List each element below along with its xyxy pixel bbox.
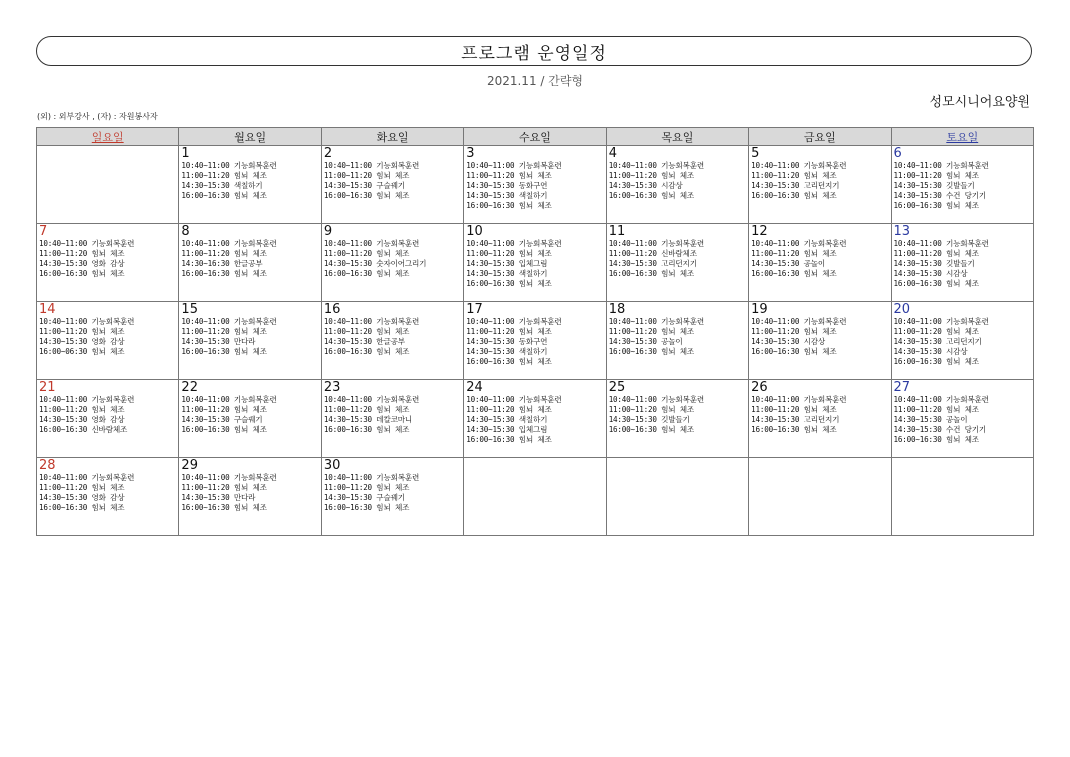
schedule-entry: 14:30~15:30 깃발들기	[893, 259, 975, 268]
day-number: 30	[323, 458, 341, 473]
schedule-entry: 16:00~16:30 힘뇌 체조	[181, 191, 267, 200]
day-number: 7	[39, 224, 48, 239]
weekday-header-thu: 목요일	[606, 128, 748, 146]
schedule-entry: 16:00~16:30 힘뇌 체조	[323, 503, 410, 512]
schedule-entry: 11:00~11:20 힘뇌 체조	[181, 171, 267, 180]
schedule-entry: 16:00~16:30 힘뇌 체조	[751, 425, 837, 434]
weekday-header-sat: 토요일	[891, 128, 1033, 146]
day-cell	[37, 302, 179, 380]
day-cell	[179, 224, 321, 302]
schedule-entry: 14:30~15:30 구슬꿰기	[323, 181, 405, 190]
calendar-table	[36, 127, 1034, 536]
organization-name: 성모시니어요양원	[929, 95, 1030, 110]
schedule-entry: 14:30~15:30 고리던지기	[751, 415, 840, 424]
schedule-entry: 16:00~16:30 힘뇌 체조	[608, 191, 695, 200]
schedule-entry: 16:00~16:30 힘뇌 체조	[893, 435, 979, 444]
day-cell	[606, 458, 748, 536]
schedule-entry: 16:00~16:30 힘뇌 체조	[466, 201, 552, 210]
week-row	[37, 380, 1034, 458]
schedule-entry: 16:00~16:30 힘뇌 체조	[466, 357, 552, 366]
schedule-entry: 10:40~11:00 기능회복훈련	[39, 239, 135, 248]
schedule-entry: 16:00~16:30 힘뇌 체조	[466, 279, 552, 288]
schedule-entry: 14:30~15:30 입체그림	[466, 259, 548, 268]
day-number: 28	[39, 458, 56, 473]
schedule-entry: 10:40~11:00 기능회복훈련	[751, 395, 847, 404]
day-cell	[606, 224, 748, 302]
day-cell	[606, 380, 748, 458]
schedule-entry: 16:00~16:30 힘뇌 체조	[39, 269, 125, 278]
day-cell	[891, 458, 1033, 536]
schedule-entry: 10:40~11:00 기능회복훈련	[893, 161, 989, 170]
schedule-entry: 10:40~11:00 기능회복훈련	[608, 317, 704, 326]
schedule-entry: 14:30~16:30 한글공부	[181, 259, 263, 268]
schedule-entry: 16:00~16:30 힘뇌 체조	[181, 503, 267, 512]
schedule-entry: 14:30~15:30 시감상	[893, 269, 968, 278]
schedule-entry: 14:30~15:30 색칠하기	[181, 181, 263, 190]
schedule-entry: 14:30~15:30 구슬꿰기	[181, 415, 263, 424]
schedule-entry: 11:00~11:20 힘뇌 체조	[323, 249, 410, 258]
schedule-entry: 10:40~11:00 기능회복훈련	[323, 395, 420, 404]
schedule-entry: 10:40~11:00 기능회복훈련	[323, 473, 420, 482]
day-number: 2	[323, 146, 333, 161]
schedule-entry: 11:00~11:20 힘뇌 체조	[751, 405, 837, 414]
schedule-entry: 10:40~11:00 기능회복훈련	[323, 161, 420, 170]
schedule-entry: 11:00~11:20 힘뇌 체조	[323, 483, 410, 492]
day-number: 23	[323, 380, 341, 395]
day-cell	[37, 458, 179, 536]
schedule-entry: 14:30~15:30 깃발들기	[608, 415, 690, 424]
schedule-entry: 16:00~16:30 힘뇌 체조	[323, 269, 410, 278]
schedule-entry: 14:30~15:30 시감상	[893, 347, 968, 356]
day-number: 3	[466, 146, 475, 161]
day-number: 19	[751, 302, 768, 317]
schedule-entry: 14:30~15:30 수건 당기기	[893, 191, 987, 200]
weekday-header-sun: 일요일	[37, 128, 179, 146]
schedule-entry: 16:00~16:30 힘뇌 체조	[181, 425, 267, 434]
schedule-entry: 14:30~15:30 동화구연	[466, 337, 548, 346]
week-row	[37, 224, 1034, 302]
schedule-entry: 14:30~15:30 데칼코마니	[323, 415, 412, 424]
weekday-header-row	[37, 128, 1034, 146]
schedule-entry: 10:40~11:00 기능회복훈련	[466, 317, 562, 326]
schedule-entry: 10:40~11:00 기능회복훈련	[181, 395, 277, 404]
schedule-entry: 11:00~11:20 힘뇌 체조	[751, 249, 837, 258]
day-cell	[321, 146, 463, 224]
schedule-entry: 11:00~11:20 신바람체조	[608, 249, 697, 258]
schedule-entry: 11:00~11:20 힘뇌 체조	[893, 405, 979, 414]
day-number: 4	[608, 146, 617, 161]
day-number: 26	[751, 380, 768, 395]
schedule-entry: 10:40~11:00 기능회복훈련	[466, 395, 562, 404]
calendar-body	[37, 146, 1034, 536]
schedule-entry: 16:00~16:30 힘뇌 체조	[608, 425, 695, 434]
schedule-entry: 14:30~15:30 깃발들기	[893, 181, 975, 190]
schedule-entry: 11:00~11:20 힘뇌 체조	[39, 249, 125, 258]
day-cell	[606, 146, 748, 224]
day-number: 21	[39, 380, 56, 395]
day-number: 22	[181, 380, 198, 395]
schedule-entry: 11:00~11:20 힘뇌 체조	[39, 483, 125, 492]
day-cell	[37, 146, 179, 224]
schedule-entry: 14:30~15:30 고리던지기	[751, 181, 840, 190]
schedule-entry: 16:00~16:30 힘뇌 체조	[323, 347, 410, 356]
schedule-entry: 16:00~16:30 힘뇌 체조	[181, 269, 267, 278]
schedule-entry: 16:00~16:30 힘뇌 체조	[751, 191, 837, 200]
schedule-entry: 11:00~11:20 힘뇌 체조	[751, 171, 837, 180]
weekday-header-wed: 수요일	[464, 128, 606, 146]
schedule-entry: 10:40~11:00 기능회복훈련	[608, 395, 704, 404]
weekday-header-fri: 금요일	[749, 128, 891, 146]
schedule-entry: 16:00~16:30 힘뇌 체조	[893, 201, 979, 210]
week-row	[37, 302, 1034, 380]
schedule-entry: 11:00~11:20 힘뇌 체조	[39, 405, 125, 414]
day-number: 18	[608, 302, 626, 317]
week-row	[37, 458, 1034, 536]
schedule-entry: 14:30~15:30 색칠하기	[466, 191, 548, 200]
schedule-entry: 10:40~11:00 기능회복훈련	[181, 473, 277, 482]
day-number: 11	[608, 224, 626, 239]
schedule-entry: 10:40~11:00 기능회복훈련	[751, 161, 847, 170]
day-number: 6	[893, 146, 902, 161]
schedule-entry: 16:00~16:30 신바람체조	[39, 425, 128, 434]
schedule-entry: 11:00~11:20 힘뇌 체조	[893, 327, 979, 336]
day-number: 8	[181, 224, 190, 239]
schedule-entry: 10:40~11:00 기능회복훈련	[751, 317, 847, 326]
schedule-entry: 14:30~15:30 고리던지기	[608, 259, 697, 268]
schedule-entry: 14:30~15:30 공놀이	[608, 337, 683, 346]
schedule-entry: 11:00~11:20 힘뇌 체조	[608, 405, 695, 414]
schedule-entry: 14:30~15:30 고리던지기	[893, 337, 982, 346]
day-number: 15	[181, 302, 198, 317]
schedule-entry: 11:00~11:20 힘뇌 체조	[466, 327, 552, 336]
schedule-entry: 16:00~16:30 힘뇌 체조	[323, 425, 410, 434]
schedule-entry: 11:00~11:20 힘뇌 체조	[323, 405, 410, 414]
legend-note: (외) : 외부강사 , (자) : 자원봉사자	[37, 112, 158, 121]
schedule-entry: 14:30~15:30 영화 감상	[39, 415, 125, 424]
schedule-entry: 14:30~15:30 동화구연	[466, 181, 548, 190]
schedule-entry: 10:40~11:00 기능회복훈련	[39, 317, 135, 326]
schedule-entry: 10:40~11:00 기능회복훈련	[466, 161, 562, 170]
schedule-entry: 14:30~15:30 구슬꿰기	[323, 493, 405, 502]
week-row	[37, 146, 1034, 224]
schedule-entry: 11:00~11:20 힘뇌 체조	[893, 171, 979, 180]
schedule-entry: 14:30~15:30 영화 감상	[39, 259, 125, 268]
schedule-entry: 11:00~11:20 힘뇌 체조	[751, 327, 837, 336]
schedule-entry: 11:00~11:20 힘뇌 체조	[323, 171, 410, 180]
day-cell	[749, 146, 891, 224]
schedule-entry: 14:30~15:30 영화 감상	[39, 337, 125, 346]
day-cell	[749, 458, 891, 536]
schedule-entry: 14:30~15:30 영화 감상	[39, 493, 125, 502]
schedule-entry: 10:40~11:00 기능회복훈련	[608, 239, 704, 248]
day-cell	[179, 302, 321, 380]
day-cell	[749, 380, 891, 458]
day-number: 17	[466, 302, 483, 317]
schedule-entry: 14:30~15:30 입체그림	[466, 425, 548, 434]
day-cell	[464, 146, 606, 224]
schedule-entry: 11:00~11:20 힘뇌 체조	[608, 327, 695, 336]
schedule-entry: 14:30~15:30 시감상	[751, 337, 825, 346]
title-banner	[36, 36, 1032, 66]
schedule-entry: 14:30~15:30 숫자이어그리기	[323, 259, 427, 268]
day-cell	[179, 380, 321, 458]
schedule-entry: 16:00~16:30 힘뇌 체조	[608, 347, 695, 356]
day-cell	[321, 380, 463, 458]
schedule-entry: 11:00~11:20 힘뇌 체조	[323, 327, 410, 336]
page-title: 프로그램 운영일정	[461, 43, 607, 64]
schedule-entry: 14:30~15:30 색칠하기	[466, 269, 548, 278]
day-cell	[749, 302, 891, 380]
schedule-entry: 16:00~16:30 힘뇌 체조	[323, 191, 410, 200]
day-cell	[891, 224, 1033, 302]
schedule-entry: 14:30~15:30 한글공부	[323, 337, 405, 346]
schedule-entry: 10:40~11:00 기능회복훈련	[893, 395, 989, 404]
schedule-entry: 16:00~16:30 힘뇌 체조	[751, 269, 837, 278]
schedule-entry: 10:40~11:00 기능회복훈련	[181, 161, 277, 170]
day-cell	[891, 302, 1033, 380]
day-cell	[37, 224, 179, 302]
day-number: 29	[181, 458, 198, 473]
day-number: 5	[751, 146, 760, 161]
schedule-entry: 10:40~11:00 기능회복훈련	[39, 473, 135, 482]
day-cell	[464, 224, 606, 302]
day-cell	[179, 458, 321, 536]
schedule-entry: 10:40~11:00 기능회복훈련	[466, 239, 562, 248]
page-subtitle: 2021.11 / 간략형	[486, 74, 584, 88]
schedule-entry: 14:30~15:30 수건 당기기	[893, 425, 987, 434]
schedule-entry: 14:30~15:30 색칠하기	[466, 347, 548, 356]
day-cell	[891, 146, 1033, 224]
day-cell	[179, 146, 321, 224]
schedule-entry: 16:00~16:30 힘뇌 체조	[608, 269, 695, 278]
schedule-entry: 11:00~11:20 힘뇌 체조	[466, 249, 552, 258]
schedule-entry: 11:00~11:20 힘뇌 체조	[608, 171, 695, 180]
day-number: 25	[608, 380, 626, 395]
schedule-entry: 10:40~11:00 기능회복훈련	[323, 239, 420, 248]
schedule-entry: 16:00~06:30 힘뇌 체조	[39, 347, 125, 356]
schedule-entry: 14:30~15:30 만다라	[181, 493, 256, 502]
schedule-entry: 10:40~11:00 기능회복훈련	[39, 395, 135, 404]
day-cell	[464, 458, 606, 536]
day-number: 13	[893, 224, 911, 239]
schedule-entry: 16:00~16:30 힘뇌 체조	[466, 435, 552, 444]
day-number: 27	[893, 380, 911, 395]
day-number: 9	[323, 224, 333, 239]
schedule-entry: 11:00~11:20 힘뇌 체조	[466, 171, 552, 180]
day-cell	[749, 224, 891, 302]
day-cell	[321, 224, 463, 302]
day-cell	[891, 380, 1033, 458]
day-cell	[464, 380, 606, 458]
schedule-entry: 10:40~11:00 기능회복훈련	[323, 317, 420, 326]
weekday-header-mon: 월요일	[179, 128, 321, 146]
schedule-entry: 10:40~11:00 기능회복훈련	[608, 161, 704, 170]
day-number: 14	[39, 302, 56, 317]
day-cell	[606, 302, 748, 380]
schedule-entry: 14:30~15:30 만다라	[181, 337, 256, 346]
day-cell	[321, 458, 463, 536]
day-number: 16	[323, 302, 341, 317]
schedule-entry: 14:30~15:30 시감상	[608, 181, 683, 190]
schedule-entry: 16:00~16:30 힘뇌 체조	[893, 279, 979, 288]
schedule-entry: 16:00~16:30 힘뇌 체조	[893, 357, 979, 366]
schedule-entry: 10:40~11:00 기능회복훈련	[181, 317, 277, 326]
day-number: 12	[751, 224, 768, 239]
schedule-entry: 11:00~11:20 힘뇌 체조	[181, 249, 267, 258]
schedule-entry: 11:00~11:20 힘뇌 체조	[181, 405, 267, 414]
weekday-header-tue: 화요일	[321, 128, 463, 146]
schedule-entry: 10:40~11:00 기능회복훈련	[181, 239, 277, 248]
day-number: 10	[466, 224, 483, 239]
schedule-entry: 11:00~11:20 힘뇌 체조	[466, 405, 552, 414]
day-number: 24	[466, 380, 483, 395]
schedule-entry: 11:00~11:20 힘뇌 체조	[181, 327, 267, 336]
day-cell	[37, 380, 179, 458]
day-cell	[321, 302, 463, 380]
schedule-entry: 16:00~16:30 힘뇌 체조	[181, 347, 267, 356]
schedule-entry: 11:00~11:20 힘뇌 체조	[39, 327, 125, 336]
schedule-entry: 11:00~11:20 힘뇌 체조	[181, 483, 267, 492]
day-number: 1	[181, 146, 190, 161]
day-number: 20	[893, 302, 911, 317]
schedule-entry: 14:30~15:30 색칠하기	[466, 415, 548, 424]
schedule-entry: 10:40~11:00 기능회복훈련	[751, 239, 847, 248]
schedule-entry: 14:30~15:30 공놀이	[751, 259, 825, 268]
day-cell	[464, 302, 606, 380]
schedule-entry: 10:40~11:00 기능회복훈련	[893, 239, 989, 248]
schedule-entry: 11:00~11:20 힘뇌 체조	[893, 249, 979, 258]
schedule-entry: 10:40~11:00 기능회복훈련	[893, 317, 989, 326]
schedule-entry: 16:00~16:30 힘뇌 체조	[39, 503, 125, 512]
schedule-entry: 14:30~15:30 공놀이	[893, 415, 968, 424]
schedule-entry: 16:00~16:30 힘뇌 체조	[751, 347, 837, 356]
